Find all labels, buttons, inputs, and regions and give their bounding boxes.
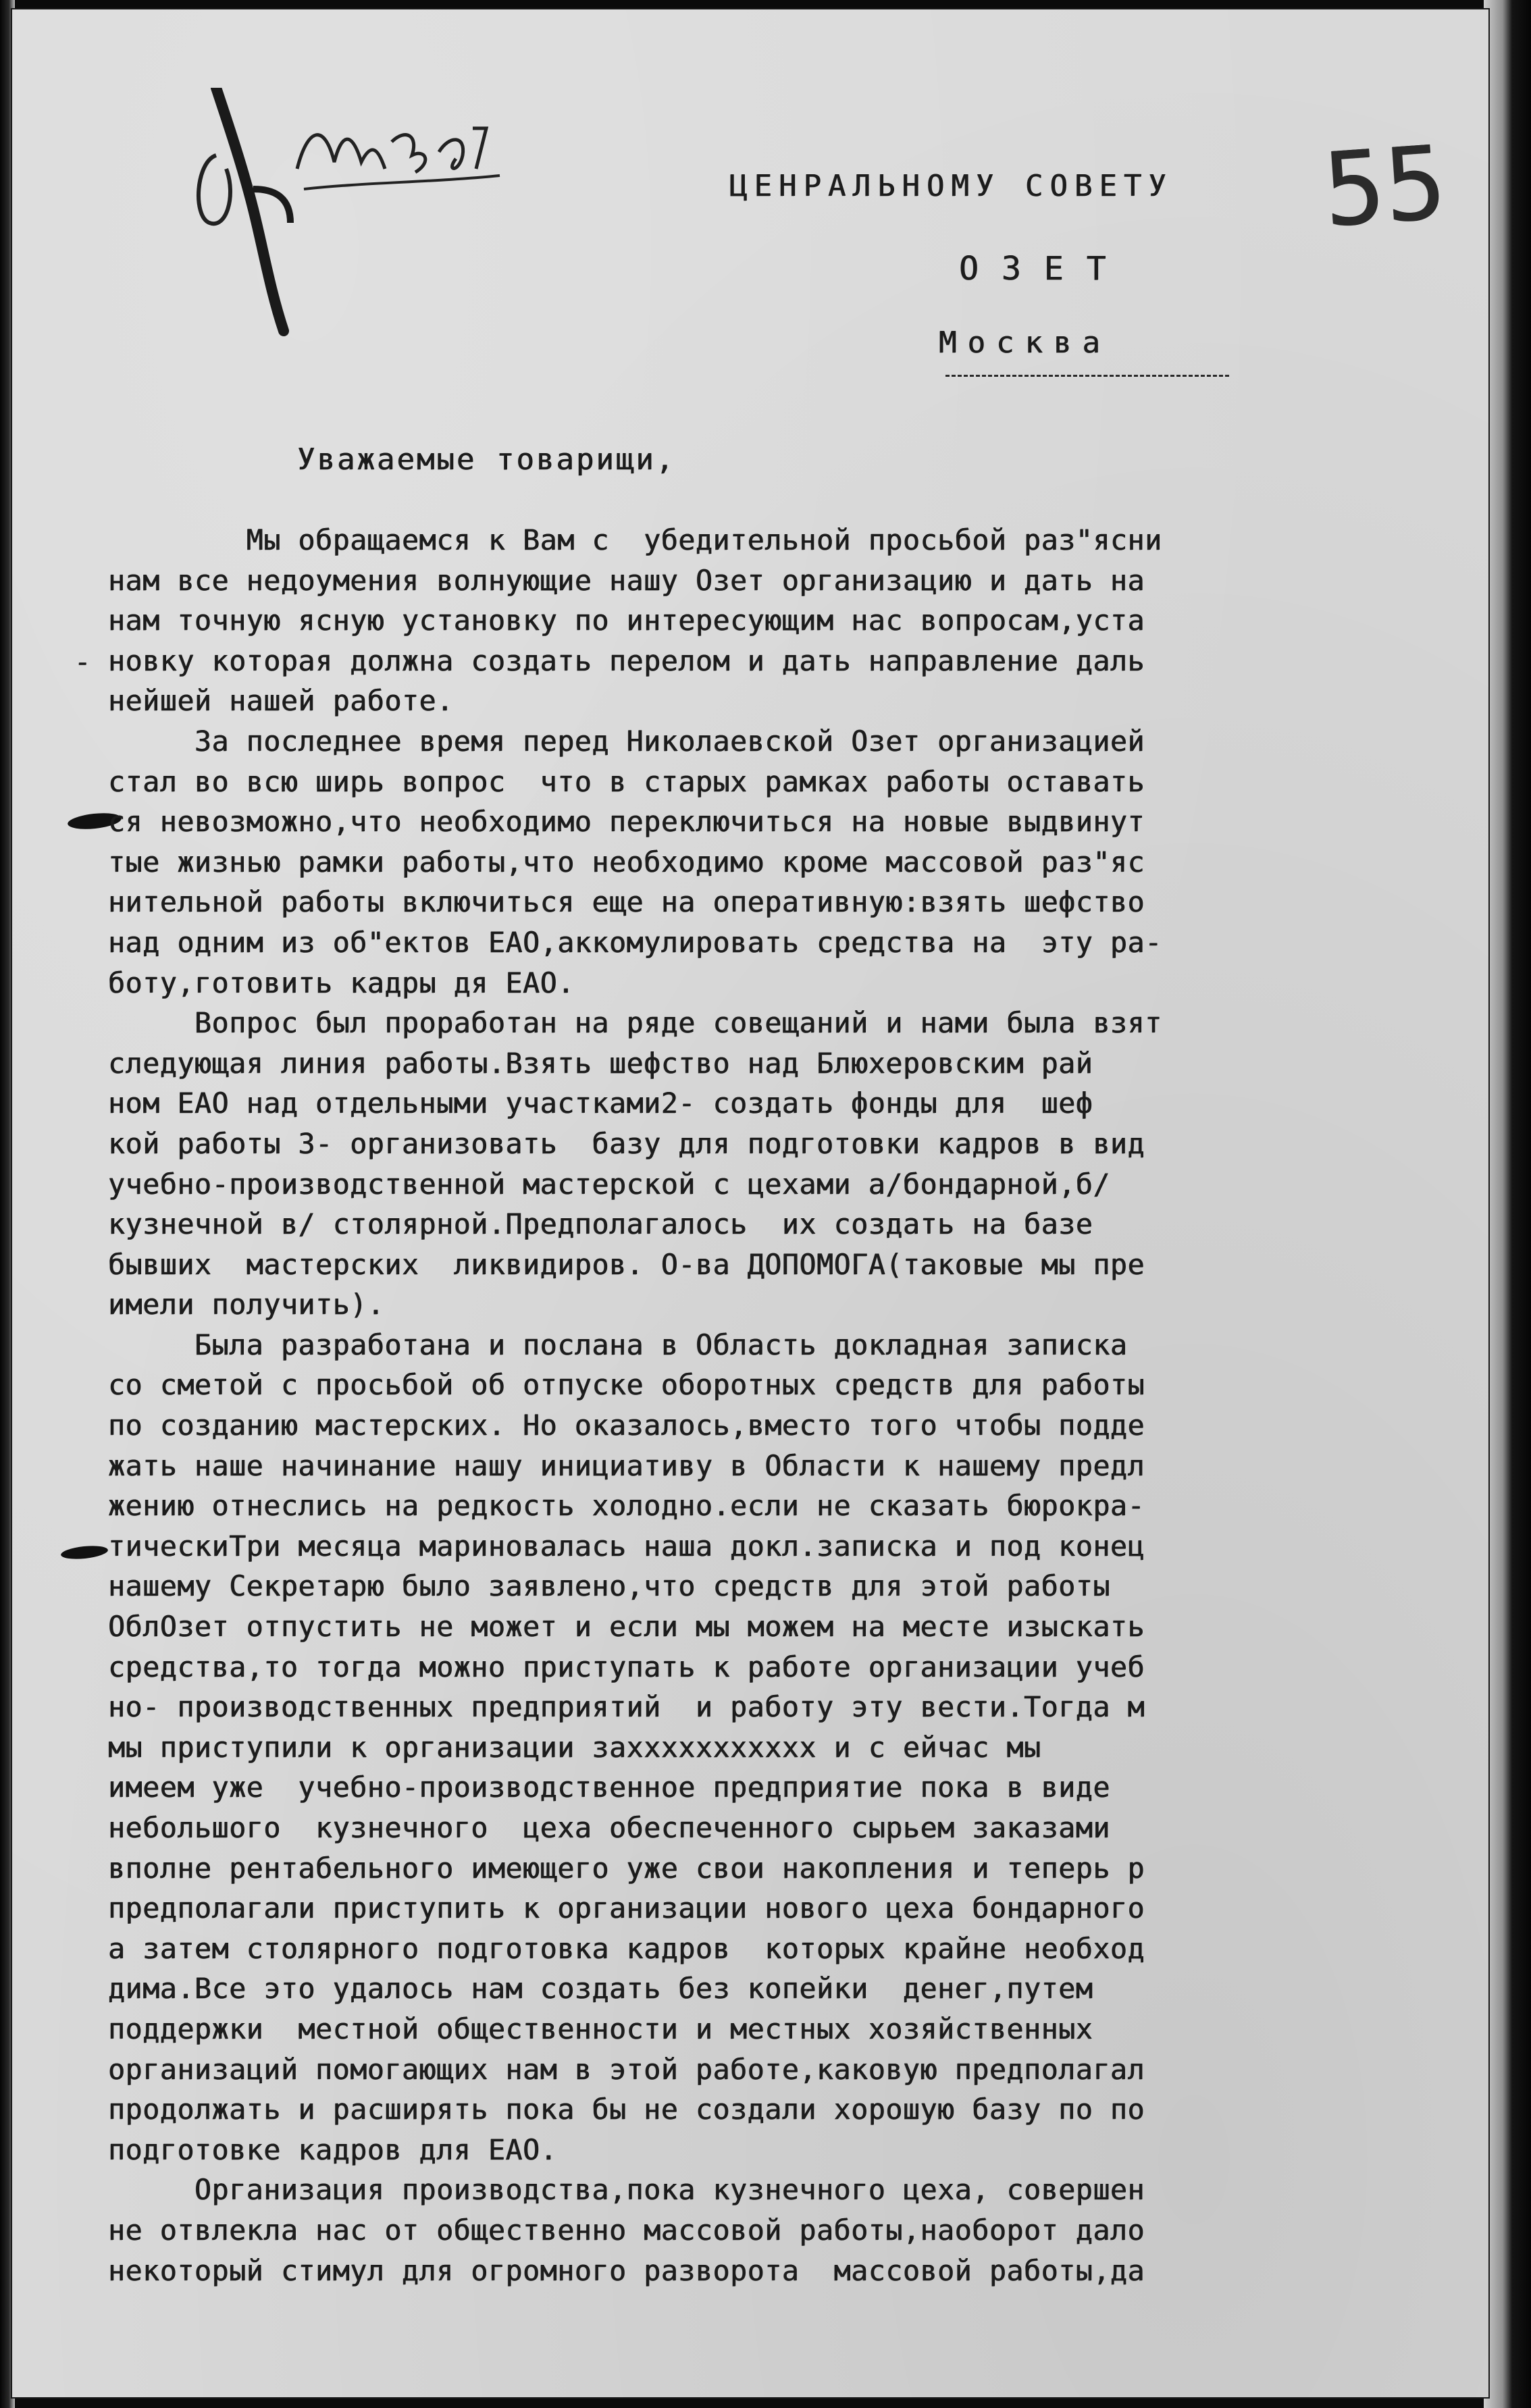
letter-line: продолжать и расширять пока бы не создали хорошую базу по по: [108, 2093, 1145, 2126]
letter-line: небольшого кузнечного цеха обеспеченного сырьем заказами: [108, 1811, 1110, 1844]
letter-line: ся невозможно,что необходимо переключиться на новые выдвинут: [108, 805, 1145, 839]
letter-line: по созданию мастерских. Но оказалось,вместо того чтобы подде: [108, 1409, 1145, 1442]
letter-line: За последнее время перед Николаевской Озет организацией: [108, 724, 1145, 758]
letter-line: мы приступили к организации заххххххххххх и с ейчас мы: [108, 1730, 1041, 1764]
letter-line: имели получить).: [108, 1288, 385, 1321]
letter-line: а затем столярного подготовка кадров которых крайне необход: [108, 1931, 1145, 1965]
letter-line: Мы обращаемся к Вам с убедительной просьбой раз"ясни: [108, 523, 1162, 556]
letter-line: не отвлекла нас от общественно массовой работы,наоборот дало: [108, 2213, 1145, 2247]
letter-line: Вопрос был проработан на ряде совещаний и нами была взят: [108, 1006, 1162, 1040]
ink-scribble: [392, 135, 425, 172]
letter-line: кой работы 3- организовать базу для подготовки кадров в вид: [108, 1126, 1145, 1160]
letter-line: ОблОзет отпустить не может и если мы можем на месте изыскать: [108, 1610, 1145, 1644]
ink-scribble: [473, 128, 486, 169]
ink-underline: [304, 176, 500, 189]
ink-loop: [199, 155, 230, 224]
letter-line: тическиТри месяца мариновалась наша докл.записка и под конец: [108, 1529, 1145, 1563]
salutation: Уважаемые товарищи,: [297, 442, 676, 477]
letter-line: нам все недоумения волнующие нашу Озет организацию и дать на: [108, 563, 1145, 597]
letter-line: но- производственных предприятий и работу эту вести.Тогда м: [108, 1690, 1145, 1724]
letter-line: над одним из об"ектов ЕАО,аккомулировать средства на эту ра-: [108, 925, 1162, 959]
letter-line: со сметой с просьбой об отпуске оборотных средств для работы: [108, 1368, 1145, 1402]
letter-line: некоторый стимул для огромного разворота массовой работы,да: [108, 2253, 1145, 2287]
letter-line: предполагали приступить к организации нового цеха бондарного: [108, 1891, 1145, 1925]
ink-scribble: [297, 135, 385, 169]
letter-line: бывших мастерских ликвидиров. О-ва ДОПОМОГА(таковые мы пре: [108, 1247, 1145, 1281]
letter-line: стал во всю ширь вопрос что в старых рамках работы оставать: [108, 764, 1145, 798]
letter-line: нейшей нашей работе.: [108, 684, 454, 718]
letter-line: дима.Все это удалось нам создать без копейки денег,путем: [108, 1972, 1093, 2006]
addressee-underline: [945, 375, 1229, 377]
letter-line: поддержки местной общественности и местных хозяйственных: [108, 2012, 1093, 2045]
ink-scribble: [439, 140, 463, 169]
letter-line: жению отнеслись на редкость холодно.если не сказать бюрокра-: [108, 1489, 1145, 1523]
addressee-line-3: Москва: [939, 325, 1111, 360]
letter-line: Организация производства,пока кузнечного цеха, совершен: [108, 2173, 1145, 2207]
margin-dash-mark: -: [74, 647, 91, 678]
letter-line: боту,готовить кадры дя ЕАО.: [108, 966, 575, 999]
letter-line: нительной работы включиться еще на оперативную:взять шефство: [108, 885, 1145, 919]
letter-line: тые жизнью рамки работы,что необходимо кроме массовой раз"яс: [108, 845, 1145, 879]
letter-line: учебно-производственной мастерской с цехами а/бондарной,б/: [108, 1167, 1110, 1201]
letter-line: ном ЕАО над отдельными участками2- создать фонды для шеф: [108, 1087, 1093, 1120]
letter-line: следующая линия работы.Взять шефство над Блюхеровским рай: [108, 1046, 1093, 1080]
addressee-line-2: ОЗЕТ: [959, 250, 1129, 288]
letter-body: [108, 520, 1493, 2291]
letter-line: новку которая должна создать перелом и дать направление даль: [108, 644, 1145, 677]
letter-line: имеем уже учебно-производственное предприятие пока в виде: [108, 1771, 1110, 1804]
letter-line: вполне рентабельного имеющего уже свои накопления и теперь р: [108, 1851, 1145, 1885]
letter-line: подготовке кадров для ЕАО.: [108, 2132, 558, 2166]
letter-line: нам точную ясную установку по интересующим нас вопросам,уста: [108, 604, 1145, 637]
letter-line: организаций помогающих нам в этой работе,каковую предполагал: [108, 2052, 1145, 2086]
letter-line: кузнечной в/ столярной.Предполагалось их создать на базе: [108, 1207, 1093, 1241]
handwritten-stamp-note: [189, 88, 527, 344]
letter-line: Была разработана и послана в Область докладная записка: [108, 1328, 1128, 1361]
letter-line: средства,то тогда можно приступать к работе организации учеб: [108, 1650, 1145, 1683]
addressee-line-1: ЦЕНРАЛЬНОМУ СОВЕТУ: [729, 169, 1173, 203]
letter-line: жать наше начинание нашу инициативу в Области к нашему предл: [108, 1448, 1145, 1482]
page-number: 55: [1320, 124, 1450, 251]
letter-line: нашему Секретарю было заявлено,что средств для этой работы: [108, 1569, 1110, 1603]
